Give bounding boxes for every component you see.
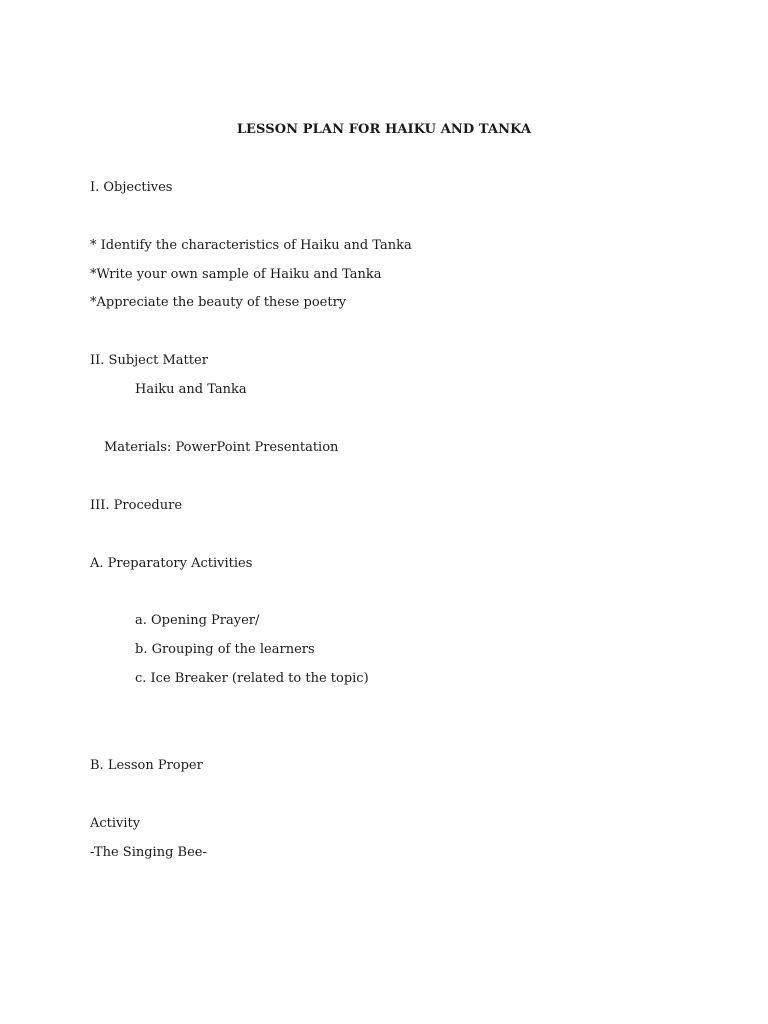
objective-item: * Identify the characteristics of Haiku and Tanka <box>90 238 412 253</box>
preparatory-item: b. Grouping of the learners <box>135 642 315 657</box>
objective-item: *Write your own sample of Haiku and Tanka <box>90 267 382 282</box>
procedure-heading: III. Procedure <box>90 498 183 513</box>
page-title: LESSON PLAN FOR HAIKU AND TANKA <box>236 122 532 137</box>
subject-matter-heading: II. Subject Matter <box>90 353 208 368</box>
preparatory-item: a. Opening Prayer/ <box>135 613 260 628</box>
activity-label: Activity <box>90 816 141 831</box>
objectives-heading: I. Objectives <box>90 180 173 195</box>
activity-name: -The Singing Bee- <box>90 845 207 860</box>
subject-topic: Haiku and Tanka <box>135 382 247 397</box>
preparatory-item: c. Ice Breaker (related to the topic) <box>135 671 369 686</box>
materials-line: Materials: PowerPoint Presentation <box>104 440 339 455</box>
preparatory-activities-heading: A. Preparatory Activities <box>90 556 253 571</box>
objective-item: *Appreciate the beauty of these poetry <box>90 295 347 310</box>
lesson-proper-heading: B. Lesson Proper <box>90 758 203 773</box>
